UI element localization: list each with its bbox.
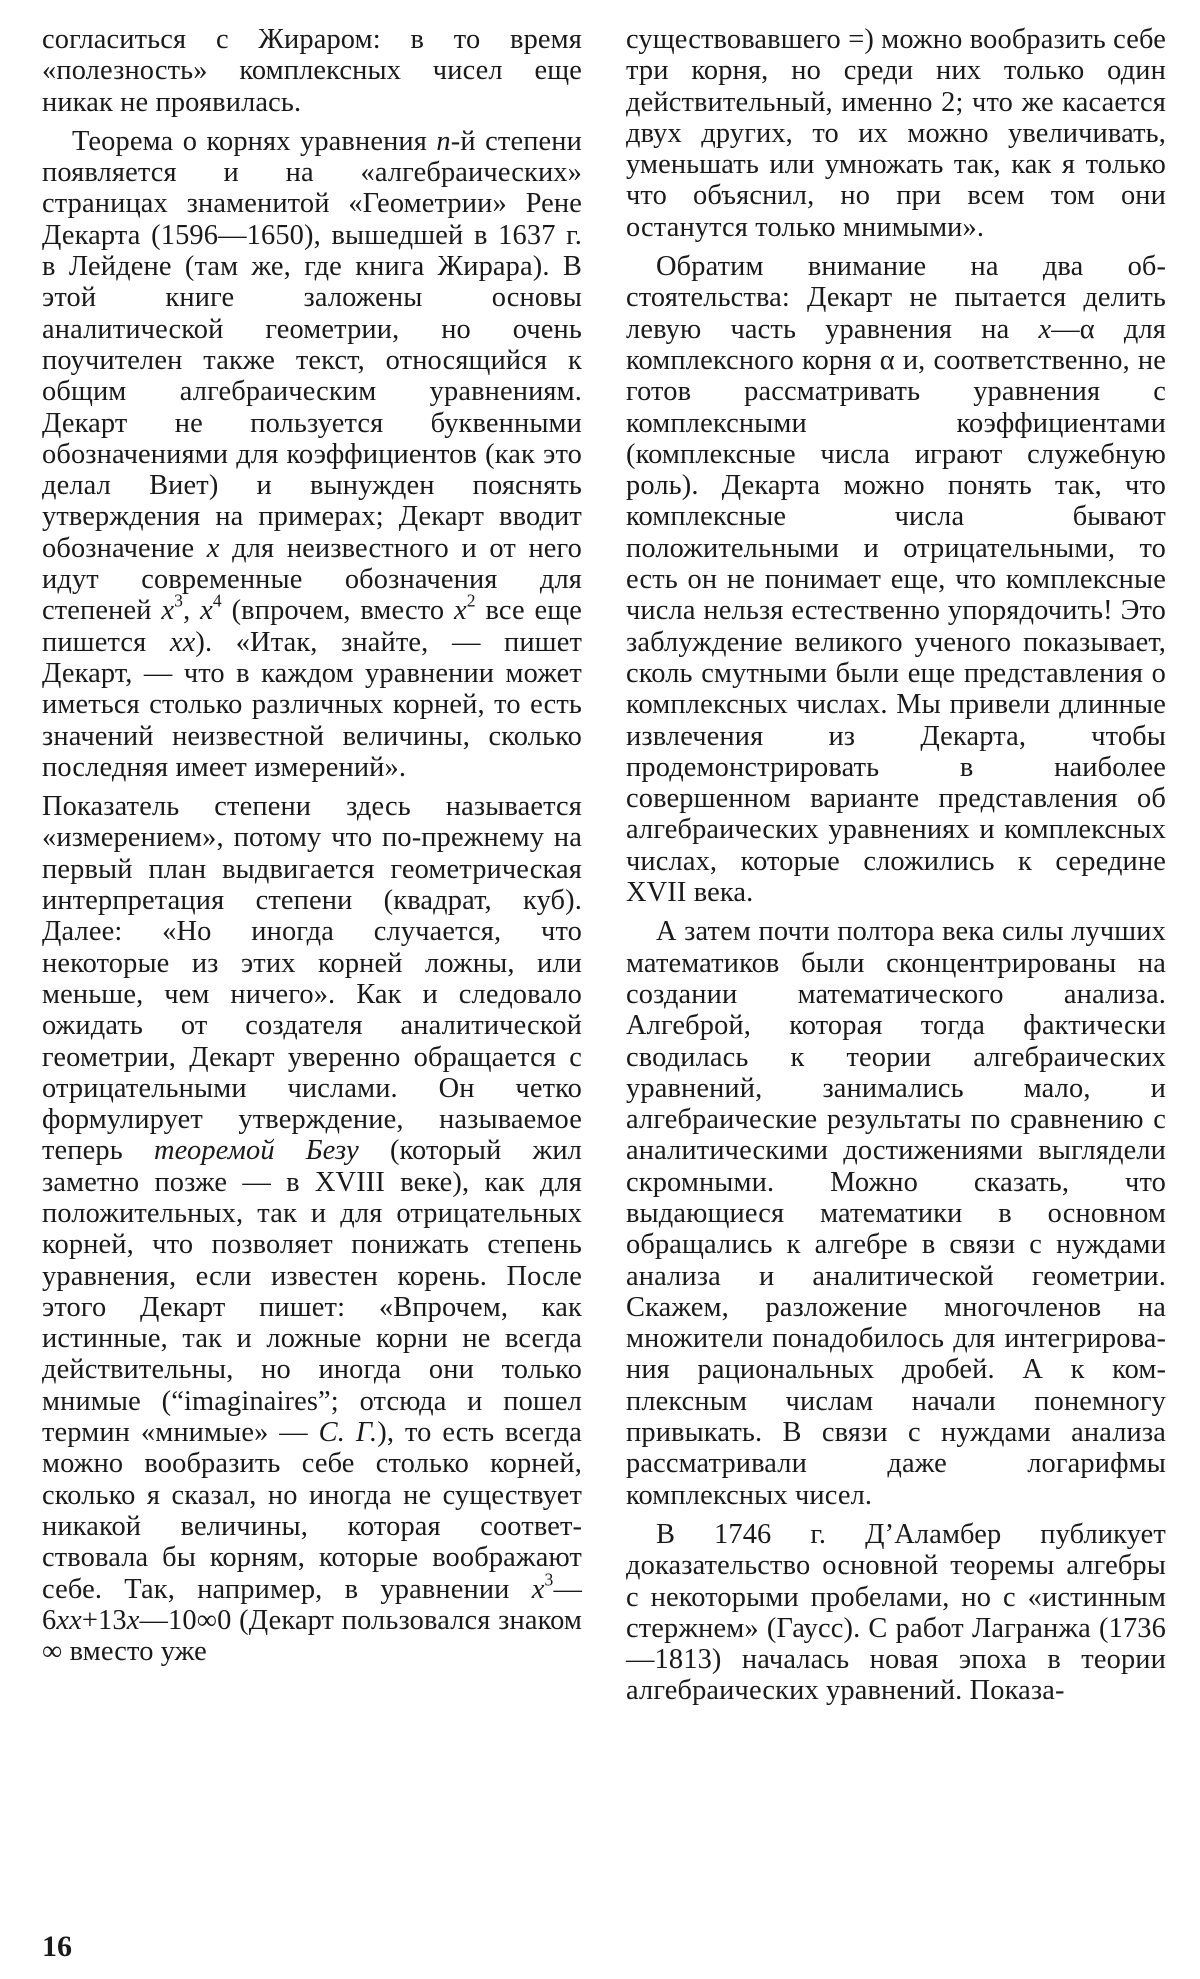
math-variable: n <box>436 125 451 157</box>
italic-term: теоремой Безу <box>153 1135 359 1167</box>
text-run: —6 <box>42 1573 582 1636</box>
left-paragraph-1 <box>42 24 582 118</box>
right-paragraph-4 <box>626 1519 1166 1707</box>
math-variable: x <box>531 1573 545 1605</box>
math-variable: x <box>454 595 467 627</box>
text-run: все еще пишется <box>42 595 583 658</box>
left-paragraph-2 <box>42 126 582 783</box>
text-run: согласиться с Жираром: в то время «полезность» комплексных чисел еще никак не проявилась. <box>42 24 582 118</box>
text-run: В 1746 г. Д’Аламбер публикует доказательство основной теоремы алгебры с некоторыми пробелами, но с «истинным стержнем» (Гаусс). С работ Лагранжа (1736—1813) началась новая эпоха в теории алгебраических уравнений. Показа- <box>626 1518 1166 1707</box>
math-variable: x <box>126 1604 140 1636</box>
text-run: Теорема о корнях уравнения <box>72 125 437 157</box>
text-run: —10∞0 (Декарт пользовался знаком ∞ вместо уже <box>42 1604 582 1668</box>
right-paragraph-2 <box>626 251 1166 908</box>
text-run: +13 <box>81 1604 127 1636</box>
text-run: , <box>183 595 201 627</box>
text-run: Показатель степени здесь называется «измерением», потому что по-прежнему на первый план выдвигается геометрическая интерпретация степени (квадрат, куб). Далее: «Но иногда случается, что некоторые из этих корней ложны, или меньше, чем ничего». Как и следовало ожидать от создателя аналитической геометрии, Декарт уверенно обращается с отрицательными числами. Он четко формулирует утверждение, называемое теперь <box>42 791 582 1167</box>
right-text-column <box>626 24 1166 1715</box>
text-run: (который жил заметно позже — в XVIII веке), как для положительных, так и для отрицательных корней, что позволяет понижать степень уравнения, если известен корень. После этого Декарт пишет: «Впрочем, как истинные, так и ложные корни не всегда действительны, но иногда они только мнимые (“imaginaires”; отсюда и пошел термин «мнимые» — <box>42 1135 582 1449</box>
math-variable: x <box>200 595 213 627</box>
text-run: существовавшего =) можно вообразить себе три корня, но среди них только один действительный, именно 2; что же касается двух других, то их можно увеличивать, уменьшать или умножать так, как я только что объяснил, но при всем том они останутся только мнимыми». <box>626 24 1166 243</box>
right-paragraph-1 <box>626 24 1166 243</box>
text-run: А затем почти полтора века силы лучших математиков были сконцентрированы на создании математического анализа. Алгеброй, которая тогда фактически сводилась к теории алгебраических уравнений, занимались мало, и алгебраические результаты по сравнению с аналитическими достижениями выглядели скромными. Можно сказать, что выдающиеся математики в основном обращались к алгебре в связи с нуждами анализа и аналитической геометрии. Скажем, разложение многочленов на множители понадобилось для интегрирования рациональных дробей. А к комплексным числам начали понемногу привыкать. В связи с нуждами анализа рассматривали даже логарифмы комплексных чисел. <box>626 916 1166 1511</box>
math-variable: x <box>161 595 175 627</box>
left-text-column <box>42 24 582 1675</box>
text-run: ), то есть всегда можно вообразить себе столько корней, сколько я сказал, но иногда не существует никакой величины, которая соответствовала бы корням, которые воображают себе. Так, например, в уравнении <box>42 1417 582 1605</box>
text-run: —α для комплексного корня α и, соответственно, не готов рассматривать уравнения с комплексными коэффициентами (комплексные числа играют служебную роль). Декарта можно понять так, что комплексные числа бывают положительными и отрицательными, то есть он не понимает еще, что комплексные числа нельзя естественно упорядочить! Это заблуждение великого ученого показывает, сколь смутными были еще представления о комплексных числах. Мы привели длинные извлечения из Декарта, чтобы продемонстрировать в наиболее совершенном варианте представления об алгебраических уравнениях и комплексных числах, которые сложились к середине XVII века. <box>626 313 1167 909</box>
math-variable: xx <box>169 626 196 658</box>
text-run: (впрочем, вместо <box>221 595 455 627</box>
math-variable: xx <box>56 1604 82 1636</box>
math-variable: x <box>206 532 220 564</box>
right-paragraph-3 <box>626 916 1166 1511</box>
math-exponent: 3 <box>544 1569 554 1590</box>
math-exponent: 4 <box>212 591 222 612</box>
text-run: ). «Итак, знайте, — пишет Декарт, — что в каждом уравнении может иметься столько различных корней, то есть значений неизвестной величины, сколько последняя имеет измерений». <box>42 626 582 783</box>
author-initials: С. Г. <box>318 1417 378 1449</box>
text-run: Обратим внимание на два обстоятельства: Декарт не пытается делить левую часть уравнения на <box>626 251 1166 345</box>
math-exponent: 2 <box>466 591 476 612</box>
left-paragraph-3 <box>42 791 582 1667</box>
text-run: для неизвестного и от него идут современные обозначения для степеней <box>42 532 582 627</box>
text-run: -й степени появляется и на «алгебраических» страницах знаменитой «Геометрии» Рене Декарта (1596—1650), вышедшей в 1637 г. в Лейдене (там же, где книга Жирара). В этой книге заложены основы аналитической геометрии, но очень поучителен также текст, относящийся к общим алгебраическим уравнениям. Декарт не пользуется буквенными обозначениями для коэффициентов (как это делал Виет) и вынужден пояснять утверждения на примерах; Декарт вводит обозначение <box>42 125 582 564</box>
math-variable: x <box>1038 313 1052 345</box>
math-exponent: 3 <box>174 591 184 612</box>
page-number: 16 <box>42 1930 72 1963</box>
